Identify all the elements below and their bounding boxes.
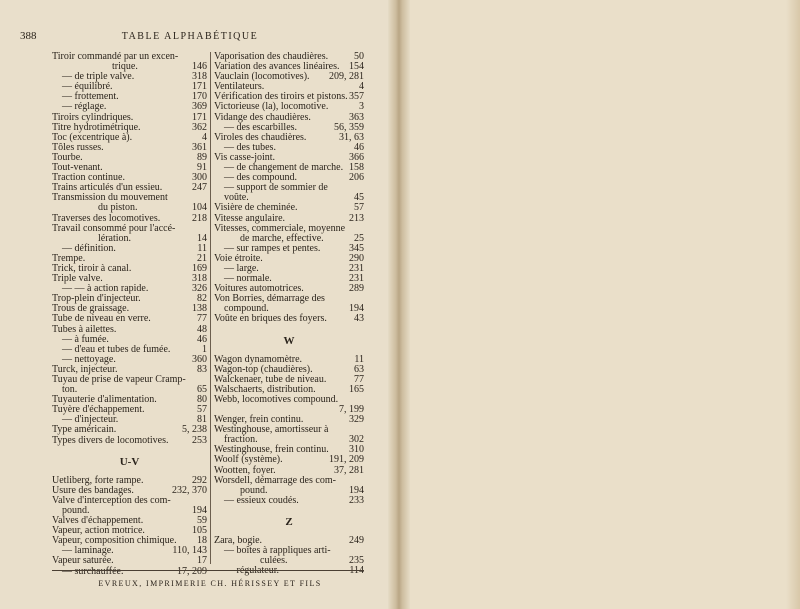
index-page-ref: 249: [349, 534, 364, 546]
index-term: — de triple valve.: [62, 71, 135, 83]
index-term: Viroles des chaudières.: [214, 131, 307, 143]
page-edge: [786, 0, 800, 609]
index-page-ref: 290: [349, 252, 364, 264]
index-term: — frottement.: [62, 91, 119, 103]
index-term: Trains articulés d'un essieu.: [52, 182, 163, 194]
index-term: Vauclain (locomotives).: [214, 71, 310, 83]
index-term: Trop-plein d'injecteur.: [52, 293, 141, 305]
page-number: 388: [20, 30, 37, 42]
index-term: Turck, injecteur.: [52, 363, 118, 375]
book-gutter: [388, 0, 410, 609]
index-term: Tuyauterie d'alimentation.: [52, 394, 157, 406]
index-term: Zara, bogie.: [214, 534, 263, 546]
index-page-ref: 114: [349, 565, 364, 577]
index-term: Travail consommé pour l'accé-: [52, 222, 176, 234]
index-term: Vitesse angulaire.: [214, 212, 286, 224]
index-term: de marche, effective.: [240, 232, 324, 244]
index-term: trique.: [112, 61, 138, 73]
index-term: Tuyau de prise de vapeur Cramp-: [52, 374, 186, 385]
index-term: — nettoyage.: [62, 353, 116, 365]
index-page-ref: 213: [349, 212, 364, 224]
index-page-ref: 7, 199: [339, 404, 364, 415]
index-term: Walckenaer, tube de niveau.: [214, 373, 327, 385]
index-term: Westinghouse, frein continu.: [214, 444, 329, 456]
section-heading-w: W: [283, 334, 295, 347]
index-term: Tiroirs cylindriques.: [52, 111, 134, 123]
index-page-ref: 11: [354, 353, 364, 365]
index-term: Walschaerts, distribution.: [214, 383, 316, 395]
index-term: — surchauffée.: [62, 565, 124, 577]
index-term: Type américain.: [52, 424, 117, 436]
index-page-ref: 302: [349, 434, 364, 446]
index-page-ref: 1: [202, 343, 207, 355]
index-page-ref: 3: [359, 101, 364, 113]
index-page-ref: 48: [197, 323, 207, 335]
index-term: Voûte en briques des foyers.: [214, 313, 327, 325]
index-term: Usure des bandages.: [52, 484, 134, 496]
index-page-ref: 5, 238: [182, 424, 207, 436]
index-page-ref: 46: [354, 141, 364, 153]
index-page-ref: 300: [192, 172, 207, 184]
index-page-ref: 146: [192, 61, 207, 73]
index-term: Variation des avances linéaires.: [214, 61, 340, 73]
index-term: — d'eau et tubes de fumée.: [62, 343, 171, 355]
index-term: Voitures automotrices.: [214, 283, 304, 295]
index-page-ref: 59: [197, 515, 207, 527]
index-term: Vapeur, composition chimique.: [52, 535, 177, 547]
index-page-ref: 82: [197, 293, 207, 305]
index-term: pound.: [62, 504, 90, 516]
index-page-ref: 56, 359: [334, 121, 364, 133]
index-term: — boîtes à rappliques arti-: [224, 545, 331, 557]
index-page-ref: 105: [192, 525, 207, 537]
index-term: — d'injecteur.: [62, 414, 119, 426]
index-term: Trous de graissage.: [52, 303, 130, 315]
index-term: — des tubes.: [224, 141, 276, 153]
index-term: — à fumée.: [62, 333, 109, 345]
index-entry: [214, 314, 364, 324]
index-term: Westinghouse, amortisseur à: [214, 424, 329, 436]
index-term: Vaporisation des chaudières.: [214, 51, 329, 62]
index-page-ref: 80: [197, 394, 207, 406]
index-term: Visière de cheminée.: [214, 202, 298, 214]
index-term: — — à action rapide.: [62, 283, 149, 295]
index-page-ref: 81: [197, 414, 207, 426]
index-term: Von Borries, démarrage des: [214, 293, 325, 305]
index-page-ref: 191, 209: [329, 454, 364, 466]
index-term: — des escarbilles.: [224, 121, 298, 133]
index-entry: [52, 556, 207, 566]
right-page-blank: [400, 0, 800, 609]
index-entry: [214, 566, 364, 576]
index-page-ref: 77: [197, 313, 207, 325]
index-term: Tuyère d'échappement.: [52, 404, 145, 416]
index-page-ref: 63: [354, 363, 364, 375]
index-term: — laminage.: [62, 545, 114, 557]
index-term: Tourbe.: [52, 151, 83, 163]
index-term: — sur rampes et pentes.: [224, 242, 321, 254]
index-term: Wagon dynamomètre.: [214, 353, 303, 365]
index-page-ref: 46: [197, 333, 207, 345]
index-page-ref: 231: [349, 273, 364, 285]
index-page-ref: 45: [354, 192, 364, 204]
index-page-ref: 170: [192, 91, 207, 103]
index-entry: [214, 496, 364, 506]
index-term: pound.: [240, 484, 268, 496]
index-column-left: [52, 52, 207, 577]
index-term: — essieux coudés.: [224, 494, 299, 506]
section-heading-uv: U-V: [119, 455, 140, 468]
index-page-ref: 362: [192, 121, 207, 133]
index-page-ref: 235: [349, 555, 364, 567]
index-page-ref: 104: [192, 202, 207, 214]
index-entry: [52, 203, 207, 213]
index-page-ref: 329: [349, 414, 364, 426]
index-term: Tube de niveau en verre.: [52, 313, 151, 325]
index-page-ref: 209, 281: [329, 71, 364, 83]
section-heading-z: Z: [285, 515, 293, 528]
index-page-ref: 83: [197, 363, 207, 375]
index-term: — normale.: [224, 273, 272, 285]
index-page-ref: 138: [192, 303, 207, 315]
index-term: Traction continue.: [52, 172, 125, 184]
index-term: Woolf (système).: [214, 454, 283, 466]
index-entry: [214, 203, 364, 213]
index-entry: [52, 436, 207, 446]
index-term: Tiroir commandé par un excen-: [52, 51, 179, 62]
index-term: — définition.: [62, 242, 116, 254]
index-page-ref: 363: [349, 111, 364, 123]
index-page-ref: 360: [192, 353, 207, 365]
index-page-ref: 110, 143: [172, 545, 207, 557]
index-list-uv: [52, 476, 207, 577]
index-term: Transmission du mouvement: [52, 192, 168, 204]
index-term: — large.: [224, 262, 259, 274]
index-page-ref: 91: [197, 162, 207, 174]
index-entry: [52, 567, 207, 577]
index-page-ref: 4: [359, 81, 364, 93]
index-term: culées.: [260, 555, 288, 567]
column-separator: [210, 52, 211, 564]
index-page-ref: 89: [197, 151, 207, 163]
index-page-ref: 17: [197, 555, 207, 567]
index-page-ref: 233: [349, 494, 364, 506]
index-page-ref: 169: [192, 262, 207, 274]
index-page-ref: 289: [349, 283, 364, 295]
index-term: Vapeur saturée.: [52, 555, 114, 567]
index-term: — équilibré.: [62, 81, 113, 93]
index-page-ref: 25: [354, 232, 364, 244]
page-header: [20, 30, 360, 44]
index-term: Traverses des locomotives.: [52, 212, 161, 224]
index-term: fraction.: [224, 434, 258, 446]
index-page-ref: 206: [349, 172, 364, 184]
index-term: Toc (excentrique à).: [52, 131, 133, 143]
index-page-ref: 318: [192, 71, 207, 83]
index-page-ref: 43: [354, 313, 364, 325]
index-page-ref: 171: [192, 81, 207, 93]
index-term: Vitesses, commerciale, moyenne: [214, 222, 346, 234]
index-page-ref: 326: [192, 283, 207, 295]
index-term: Titre hydrotimétrique.: [52, 121, 141, 133]
footer-rule: [52, 570, 364, 571]
index-page-ref: 231: [349, 262, 364, 274]
running-title: TABLE ALPHABÉTIQUE: [121, 31, 259, 42]
printer-imprint: EVREUX, IMPRIMERIE CH. HÉRISSEY ET FILS: [98, 579, 322, 588]
index-page-ref: 57: [197, 404, 207, 416]
index-page-ref: 366: [349, 151, 364, 163]
index-page-ref: 14: [197, 232, 207, 244]
index-list-w: [214, 355, 364, 506]
index-term: — régulateur.: [224, 565, 279, 577]
index-term: Trick, tiroir à canal.: [52, 262, 132, 274]
index-term: Worsdell, démarrage des com-: [214, 474, 336, 486]
index-term: Wagon-top (chaudières).: [214, 363, 313, 375]
index-list-v: [214, 52, 364, 325]
index-page-ref: 194: [192, 504, 207, 516]
index-page-ref: 4: [202, 131, 207, 143]
index-page-ref: 194: [349, 303, 364, 315]
index-term: Trempe.: [52, 252, 86, 264]
index-entry: [214, 546, 364, 556]
index-term: Uetliberg, forte rampe.: [52, 474, 144, 486]
index-term: Wootten, foyer.: [214, 464, 276, 476]
index-page-ref: 11: [197, 242, 207, 254]
index-term: compound.: [224, 303, 269, 315]
index-term: Valves d'échappement.: [52, 515, 144, 527]
index-term: Victorieuse (la), locomotive.: [214, 101, 329, 113]
index-term: — support de sommier de: [224, 182, 328, 194]
index-page-ref: 194: [349, 484, 364, 496]
index-term: Webb, locomotives compound.: [214, 393, 339, 405]
index-term: du piston.: [98, 202, 138, 214]
index-page-ref: 247: [192, 182, 207, 194]
index-column-right: [214, 52, 364, 576]
index-page-ref: 171: [192, 111, 207, 123]
index-page-ref: 232, 370: [172, 484, 207, 496]
index-page-ref: 218: [192, 212, 207, 224]
index-term: Vapeur, action motrice.: [52, 525, 145, 537]
index-entry: [214, 476, 364, 486]
index-term: Vis casse-joint.: [214, 151, 276, 163]
index-page-ref: 18: [197, 535, 207, 547]
index-page-ref: 345: [349, 242, 364, 254]
index-term: Valve d'interception des com-: [52, 494, 171, 506]
index-term: Vidange des chaudières.: [214, 111, 311, 123]
index-page-ref: 318: [192, 273, 207, 285]
index-term: Ventilateurs.: [214, 81, 265, 93]
index-term: Voie étroite.: [214, 252, 263, 264]
index-term: Vérification des tiroirs et pistons.: [214, 91, 348, 103]
index-term: Triple valve.: [52, 273, 103, 285]
index-term: — réglage.: [62, 101, 107, 113]
index-page-ref: 57: [354, 202, 364, 214]
index-page-ref: 21: [197, 252, 207, 264]
index-term: — de changement de marche.: [224, 162, 344, 174]
index-page-ref: 50: [354, 51, 364, 62]
index-term: voûte.: [224, 192, 249, 204]
index-page-ref: 37, 281: [334, 464, 364, 476]
index-term: lération.: [98, 232, 132, 244]
index-page-ref: 357: [349, 91, 364, 103]
index-page-ref: 361: [192, 141, 207, 153]
index-term: Tôles russes.: [52, 141, 104, 153]
index-term: — des compound.: [224, 172, 298, 184]
index-page-ref: 154: [349, 61, 364, 73]
index-page-ref: 292: [192, 474, 207, 486]
index-page-ref: 253: [192, 434, 207, 446]
index-term: Types divers de locomotives.: [52, 434, 169, 446]
index-term: Tubes à ailettes.: [52, 323, 117, 335]
index-page-ref: 369: [192, 101, 207, 113]
index-term: ton.: [62, 384, 78, 396]
index-list-t: [52, 52, 207, 446]
index-page-ref: 31, 63: [339, 131, 364, 143]
index-page-ref: 310: [349, 444, 364, 456]
index-term: Tout-venant.: [52, 162, 103, 174]
index-page-ref: 165: [349, 383, 364, 395]
index-page-ref: 77: [354, 373, 364, 385]
index-page-ref: 158: [349, 162, 364, 174]
index-page-ref: 17, 209: [177, 565, 207, 577]
index-page-ref: 65: [197, 384, 207, 396]
index-term: Wenger, frein continu.: [214, 414, 304, 426]
